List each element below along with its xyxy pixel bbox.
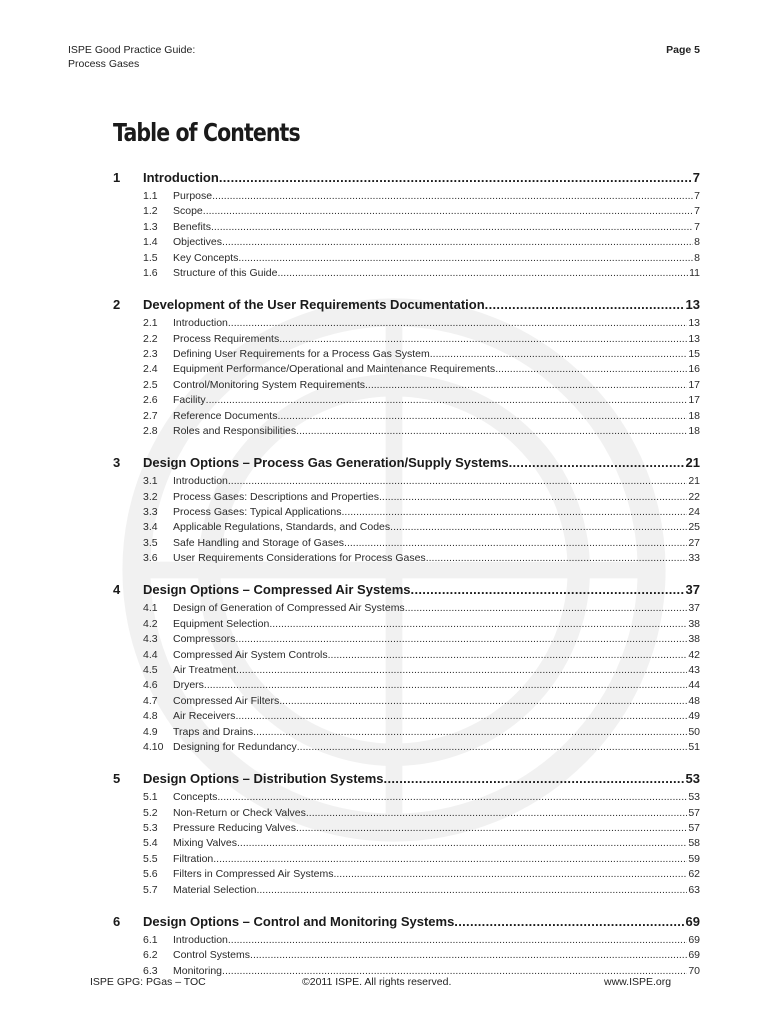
- subsection-number: 3.2: [143, 490, 158, 503]
- subsection-title: Control/Monitoring System Requirements: [173, 378, 365, 391]
- subsection-number: 3.1: [143, 475, 158, 488]
- subsection-page-number: 21: [688, 475, 700, 488]
- subsection-number: 4.3: [143, 633, 158, 646]
- subsection-title: Filtration: [173, 852, 214, 865]
- chapter-page-number: 13: [685, 297, 700, 313]
- subsection-page-number: 25: [688, 521, 700, 534]
- subsection-number: 2.2: [143, 332, 158, 345]
- dot-leader: [426, 552, 688, 564]
- toc-subsection-entry[interactable]: [113, 552, 700, 567]
- subsection-title: Applicable Regulations, Standards, and Codes: [173, 521, 391, 534]
- toc-subsection-entry[interactable]: [113, 633, 700, 648]
- subsection-page-number: 13: [688, 317, 700, 330]
- dot-leader: [256, 884, 687, 896]
- subsection-number: 4.6: [143, 679, 158, 692]
- subsection-title: Defining User Requirements for a Process Gas System: [173, 348, 430, 360]
- subsection-page-number: 7: [694, 220, 700, 233]
- chapter-number: 1: [113, 170, 121, 185]
- subsection-page-number: 62: [688, 868, 700, 881]
- chapter-title: Development of the User Requirements Documentation: [143, 297, 485, 313]
- dot-leader: [411, 582, 685, 597]
- toc-section: [113, 771, 700, 899]
- subsection-number: 4.2: [143, 617, 158, 630]
- toc-subsection-entry[interactable]: [113, 379, 700, 394]
- subsection-title: Control Systems: [173, 949, 251, 962]
- subsection-title: Objectives: [173, 236, 223, 249]
- dot-leader: [405, 602, 688, 614]
- toc-chapter-entry[interactable]: [113, 582, 700, 602]
- dot-leader: [204, 679, 687, 691]
- chapter-page-number: 7: [692, 170, 700, 185]
- subsection-title: Equipment Performance/Operational and Maintenance Requirements: [173, 363, 496, 376]
- header-line-1: ISPE Good Practice Guide:: [68, 44, 196, 56]
- toc-section: [113, 455, 700, 568]
- subsection-page-number: 59: [688, 852, 700, 865]
- subsection-title: Process Requirements: [173, 332, 280, 345]
- subsection-number: 5.2: [143, 806, 158, 819]
- subsection-title: Equipment Selection: [173, 617, 270, 630]
- subsection-title: Dryers: [173, 679, 204, 692]
- subsection-number: 1.1: [143, 190, 158, 202]
- subsection-number: 4.1: [143, 602, 158, 615]
- subsection-page-number: 69: [688, 933, 700, 946]
- footer-website: www.ISPE.org: [604, 976, 672, 988]
- dot-leader: [217, 791, 687, 803]
- subsection-title: Air Treatment: [173, 664, 237, 676]
- dot-leader: [235, 633, 687, 645]
- subsection-number: 2.1: [143, 317, 158, 330]
- subsection-number: 2.4: [143, 363, 158, 376]
- dot-leader: [237, 837, 687, 849]
- dot-leader: [206, 394, 688, 406]
- subsection-page-number: 70: [688, 964, 700, 977]
- dot-leader: [279, 333, 687, 345]
- subsection-title: Design of Generation of Compressed Air Systems: [173, 602, 405, 615]
- footer-doc-id: ISPE GPG: PGas – TOC: [90, 976, 206, 988]
- subsection-number: 3.6: [143, 552, 158, 565]
- subsection-number: 4.7: [143, 694, 158, 707]
- subsection-page-number: 38: [688, 633, 700, 646]
- toc-chapter-entry[interactable]: [113, 170, 700, 190]
- dot-leader: [333, 868, 687, 880]
- toc-subsection-entry[interactable]: [113, 791, 700, 806]
- chapter-page-number: 53: [685, 771, 700, 787]
- subsection-number: 1.6: [143, 267, 158, 280]
- subsection-title: Roles and Responsibilities: [173, 425, 297, 438]
- dot-leader: [235, 710, 687, 722]
- subsection-page-number: 42: [688, 648, 700, 661]
- toc-subsection-entry[interactable]: [113, 822, 700, 837]
- toc-subsection-entry[interactable]: [113, 394, 700, 409]
- chapter-title: Design Options – Distribution Systems: [143, 771, 384, 787]
- dot-leader: [390, 521, 687, 533]
- subsection-number: 2.8: [143, 425, 158, 438]
- dot-leader: [485, 297, 685, 312]
- dot-leader: [222, 236, 693, 248]
- toc-subsection-entry[interactable]: [113, 425, 700, 440]
- subsection-page-number: 38: [688, 617, 700, 630]
- subsection-title: Process Gases: Typical Applications: [173, 506, 342, 518]
- subsection-number: 5.5: [143, 852, 158, 865]
- subsection-title: Introduction: [173, 475, 228, 488]
- toc-subsection-entry[interactable]: [113, 491, 700, 506]
- subsection-title: Pressure Reducing Valves: [173, 822, 296, 834]
- subsection-title: Compressed Air System Controls: [173, 648, 328, 661]
- chapter-title: Design Options – Process Gas Generation/Supply Systems: [143, 455, 509, 471]
- chapter-number: 5: [113, 771, 121, 787]
- footer-copyright: ©2011 ISPE. All rights reserved.: [302, 976, 452, 988]
- dot-leader: [297, 741, 688, 753]
- subsection-page-number: 48: [688, 694, 700, 707]
- subsection-title: Concepts: [173, 791, 218, 804]
- subsection-page-number: 7: [694, 190, 700, 202]
- subsection-page-number: 8: [694, 251, 700, 264]
- subsection-title: Benefits: [173, 220, 211, 233]
- chapter-page-number: 21: [685, 455, 700, 471]
- dot-leader: [213, 853, 687, 865]
- subsection-number: 4.5: [143, 664, 158, 676]
- toc-subsection-entry[interactable]: [113, 190, 700, 205]
- subsection-page-number: 57: [688, 822, 700, 834]
- dot-leader: [495, 363, 687, 375]
- chapter-number: 2: [113, 297, 121, 313]
- subsection-number: 2.3: [143, 348, 158, 360]
- toc-subsection-entry[interactable]: [113, 618, 700, 633]
- subsection-title: Monitoring: [173, 964, 223, 977]
- toc-subsection-entry[interactable]: [113, 934, 700, 949]
- dot-leader: [250, 949, 687, 961]
- running-header-title: [68, 44, 195, 71]
- chapter-number: 4: [113, 582, 121, 598]
- subsection-number: 3.3: [143, 506, 158, 518]
- subsection-number: 4.10: [143, 741, 164, 754]
- dot-leader: [379, 491, 687, 503]
- subsection-page-number: 50: [688, 725, 700, 738]
- subsection-title: Air Receivers: [173, 710, 236, 723]
- dot-leader: [211, 221, 693, 233]
- subsection-title: Reference Documents: [173, 409, 278, 422]
- page-title: Table of Contents: [113, 118, 300, 147]
- toc-subsection-entry[interactable]: [113, 868, 700, 883]
- toc-chapter-entry[interactable]: [113, 771, 700, 791]
- subsection-title: Scope: [173, 205, 203, 218]
- subsection-number: 6.1: [143, 933, 158, 946]
- chapter-number: 6: [113, 913, 121, 929]
- subsection-page-number: 22: [688, 490, 700, 503]
- dot-leader: [341, 506, 687, 518]
- subsection-number: 3.5: [143, 536, 158, 549]
- toc-subsection-entry[interactable]: [113, 807, 700, 822]
- subsection-number: 4.8: [143, 710, 158, 723]
- dot-leader: [296, 822, 687, 834]
- dot-leader: [269, 618, 687, 630]
- subsection-title: Key Concepts: [173, 251, 239, 264]
- toc-subsection-entry[interactable]: [113, 506, 700, 521]
- toc-subsection-entry[interactable]: [113, 949, 700, 964]
- dot-leader: [279, 695, 687, 707]
- toc-section: [113, 582, 700, 756]
- subsection-page-number: 16: [688, 363, 700, 376]
- subsection-number: 5.3: [143, 822, 158, 834]
- subsection-page-number: 37: [688, 602, 700, 615]
- subsection-title: Filters in Compressed Air Systems: [173, 868, 334, 881]
- dot-leader: [236, 664, 687, 676]
- subsection-title: Non-Return or Check Valves: [173, 806, 306, 819]
- dot-leader: [430, 348, 688, 360]
- subsection-number: 2.7: [143, 409, 158, 422]
- chapter-number: 3: [113, 455, 121, 471]
- toc-subsection-entry[interactable]: [113, 221, 700, 236]
- subsection-page-number: 15: [688, 348, 700, 360]
- subsection-title: Mixing Valves: [173, 837, 237, 850]
- subsection-number: 1.2: [143, 205, 158, 218]
- subsection-title: Process Gases: Descriptions and Properties: [173, 490, 380, 503]
- toc-subsection-entry[interactable]: [113, 649, 700, 664]
- dot-leader: [203, 205, 693, 217]
- toc-chapter-entry[interactable]: [113, 297, 700, 317]
- dot-leader: [228, 934, 687, 946]
- dot-leader: [365, 379, 687, 391]
- toc-subsection-entry[interactable]: [113, 695, 700, 710]
- subsection-number: 4.9: [143, 725, 158, 738]
- dot-leader: [344, 537, 687, 549]
- dot-leader: [509, 455, 685, 470]
- subsection-title: Introduction: [173, 317, 228, 330]
- toc-subsection-entry[interactable]: [113, 363, 700, 378]
- subsection-page-number: 44: [688, 679, 700, 692]
- toc-chapter-entry[interactable]: [113, 455, 700, 475]
- toc-section: [113, 914, 700, 980]
- subsection-title: Designing for Redundancy: [173, 741, 297, 754]
- subsection-title: Compressors: [173, 633, 236, 646]
- subsection-title: Material Selection: [173, 883, 257, 896]
- subsection-number: 1.5: [143, 251, 158, 264]
- subsection-number: 1.4: [143, 236, 158, 249]
- toc-subsection-entry[interactable]: [113, 602, 700, 617]
- subsection-page-number: 24: [688, 506, 700, 518]
- subsection-page-number: 53: [688, 791, 700, 804]
- subsection-page-number: 69: [688, 949, 700, 962]
- toc-subsection-entry[interactable]: [113, 205, 700, 220]
- subsection-number: 5.6: [143, 868, 158, 881]
- dot-leader: [253, 726, 687, 738]
- subsection-number: 6.2: [143, 949, 158, 962]
- subsection-title: Compressed Air Filters: [173, 694, 280, 707]
- subsection-title: Introduction: [173, 933, 228, 946]
- subsection-number: 6.3: [143, 964, 158, 977]
- chapter-title: Introduction: [143, 170, 219, 185]
- subsection-number: 1.3: [143, 220, 158, 233]
- dot-leader: [212, 190, 693, 202]
- subsection-page-number: 58: [688, 837, 700, 850]
- subsection-number: 5.4: [143, 837, 158, 850]
- subsection-title: Traps and Drains: [173, 725, 254, 738]
- subsection-page-number: 18: [688, 409, 700, 422]
- subsection-number: 2.6: [143, 394, 158, 407]
- subsection-page-number: 7: [694, 205, 700, 218]
- page-number: Page 5: [666, 44, 700, 56]
- dot-leader: [238, 252, 693, 264]
- dot-leader: [306, 807, 687, 819]
- subsection-page-number: 18: [688, 425, 700, 438]
- dot-leader: [219, 170, 692, 185]
- toc-subsection-entry[interactable]: [113, 710, 700, 725]
- dot-leader: [454, 914, 684, 929]
- toc-subsection-entry[interactable]: [113, 741, 700, 756]
- subsection-page-number: 43: [688, 664, 700, 676]
- subsection-number: 5.7: [143, 883, 158, 896]
- chapter-title: Design Options – Compressed Air Systems: [143, 582, 411, 598]
- dot-leader: [296, 425, 687, 437]
- subsection-page-number: 63: [688, 883, 700, 896]
- subsection-page-number: 51: [688, 741, 700, 754]
- toc-section: [113, 170, 700, 283]
- subsection-page-number: 13: [688, 332, 700, 345]
- toc-subsection-entry[interactable]: [113, 726, 700, 741]
- subsection-page-number: 17: [688, 378, 700, 391]
- dot-leader: [228, 317, 687, 329]
- toc-subsection-entry[interactable]: [113, 837, 700, 852]
- chapter-page-number: 37: [685, 582, 700, 598]
- subsection-page-number: 8: [694, 236, 700, 249]
- toc-subsection-entry[interactable]: [113, 267, 700, 282]
- toc-subsection-entry[interactable]: [113, 475, 700, 490]
- toc-subsection-entry[interactable]: [113, 410, 700, 425]
- toc-subsection-entry[interactable]: [113, 252, 700, 267]
- toc-subsection-entry[interactable]: [113, 236, 700, 251]
- subsection-number: 4.4: [143, 648, 158, 661]
- subsection-title: User Requirements Considerations for Process Gases: [173, 552, 426, 565]
- dot-leader: [222, 965, 687, 977]
- dot-leader: [384, 771, 685, 786]
- subsection-page-number: 11: [689, 267, 700, 280]
- table-of-contents: [113, 170, 700, 995]
- subsection-title: Safe Handling and Storage of Gases: [173, 536, 345, 549]
- toc-chapter-entry[interactable]: [113, 914, 700, 934]
- toc-subsection-entry[interactable]: [113, 884, 700, 899]
- subsection-page-number: 17: [688, 394, 700, 407]
- dot-leader: [328, 649, 688, 661]
- subsection-page-number: 33: [688, 552, 700, 565]
- subsection-page-number: 27: [688, 536, 700, 549]
- subsection-page-number: 57: [688, 806, 700, 819]
- dot-leader: [277, 267, 688, 279]
- subsection-number: 2.5: [143, 378, 158, 391]
- toc-subsection-entry[interactable]: [113, 679, 700, 694]
- toc-subsection-entry[interactable]: [113, 333, 700, 348]
- toc-subsection-entry[interactable]: [113, 853, 700, 868]
- dot-leader: [228, 475, 687, 487]
- toc-subsection-entry[interactable]: [113, 348, 700, 363]
- toc-subsection-entry[interactable]: [113, 521, 700, 536]
- toc-subsection-entry[interactable]: [113, 537, 700, 552]
- dot-leader: [277, 410, 687, 422]
- toc-subsection-entry[interactable]: [113, 664, 700, 679]
- subsection-title: Facility: [173, 394, 206, 407]
- chapter-page-number: 69: [685, 913, 700, 929]
- toc-section: [113, 297, 700, 441]
- subsection-page-number: 49: [688, 710, 700, 723]
- chapter-title: Design Options – Control and Monitoring Systems: [143, 913, 455, 929]
- subsection-title: Purpose: [173, 190, 213, 202]
- subsection-number: 5.1: [143, 791, 158, 804]
- subsection-title: Structure of this Guide: [173, 267, 278, 280]
- subsection-number: 3.4: [143, 521, 158, 534]
- header-line-2: Process Gases: [68, 57, 140, 70]
- toc-subsection-entry[interactable]: [113, 317, 700, 332]
